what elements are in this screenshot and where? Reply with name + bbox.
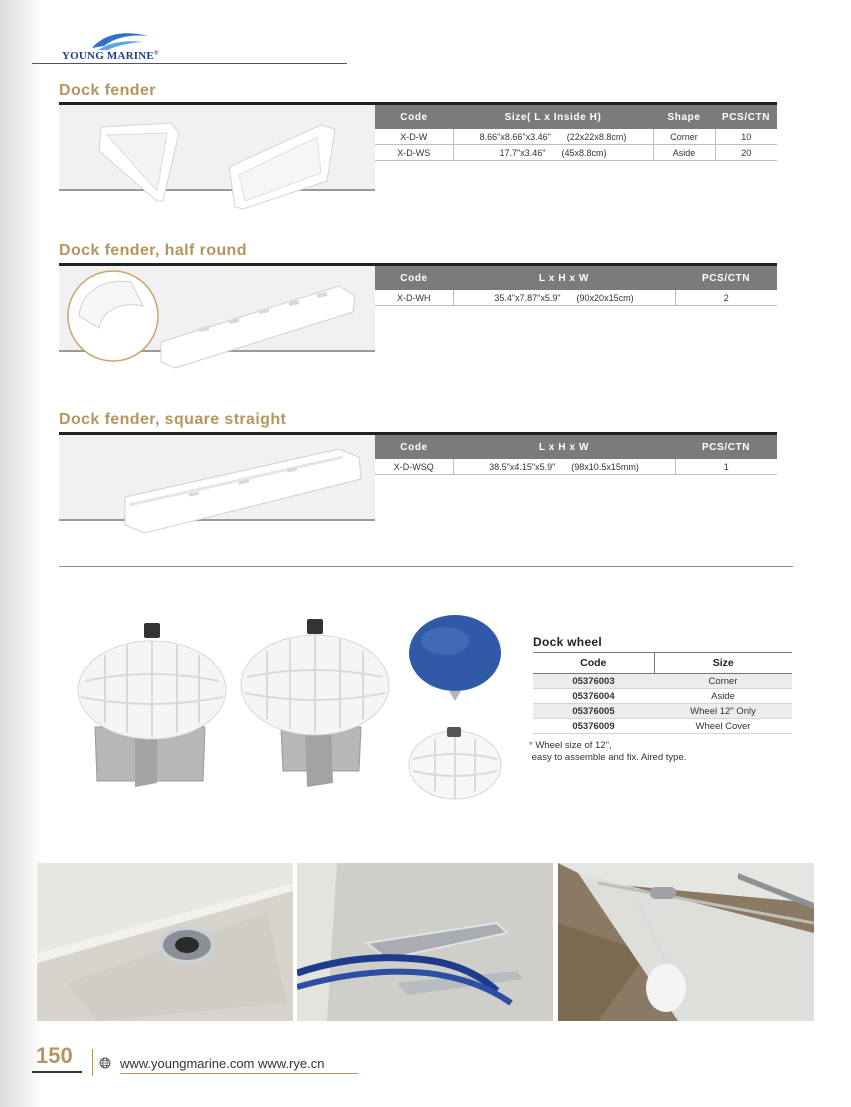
cell-size (453, 459, 675, 475)
note-line-1: Wheel size of 12", (535, 740, 612, 751)
size-metric: (98x10.5x15mm) (571, 461, 639, 472)
dock-wheel-note (529, 740, 686, 764)
dock-fender-marina-photo (558, 863, 814, 1021)
dock-fender-spec-table (375, 105, 777, 161)
section-title-square-straight: Dock fender, square straight (59, 411, 287, 428)
square-straight-spec-table (375, 435, 777, 475)
cell-pcs: 10 (715, 129, 777, 145)
table-row (533, 689, 792, 704)
cell-size: Wheel Cover (654, 719, 792, 734)
table-row (375, 290, 777, 306)
wave-logo-icon (90, 28, 150, 52)
table-row (533, 704, 792, 719)
col-header-pcs: PCS/CTN (715, 105, 777, 129)
cell-code: 05376003 (533, 674, 654, 689)
cell-code: X-D-WSQ (375, 459, 453, 475)
size-metric: (22x22x8.8cm) (566, 131, 627, 142)
col-header-size: Size (654, 653, 792, 674)
cell-size: Aside (654, 689, 792, 704)
note-asterisk: * (529, 740, 533, 751)
cell-size: Wheel 12" Only (654, 704, 792, 719)
section-title-dock-fender: Dock fender (59, 82, 156, 99)
dock-wheel-table (533, 652, 792, 734)
size-metric: (90x20x15cm) (576, 292, 634, 303)
cell-shape: Aside (653, 145, 715, 161)
dock-wheel-photos (75, 615, 525, 805)
dock-wheel-only-image (409, 727, 501, 799)
table-header-row (375, 266, 777, 290)
cell-code: X-D-WS (375, 145, 453, 161)
note-line-2: easy to assemble and fix. Aired type. (531, 752, 687, 763)
footer-rule (120, 1073, 358, 1074)
dock-wheel-corner-image (78, 623, 226, 787)
cell-code: X-D-WH (375, 290, 453, 306)
col-header-code: Code (375, 435, 453, 459)
square-straight-fender-photo (59, 435, 375, 521)
table-header-row (375, 105, 777, 129)
col-header-pcs: PCS/CTN (675, 435, 777, 459)
section-title-half-round: Dock fender, half round (59, 242, 247, 259)
cell-code: 05376005 (533, 704, 654, 719)
globe-icon (99, 1057, 111, 1069)
table-row (375, 459, 777, 475)
col-header-code: Code (375, 266, 453, 290)
half-round-fender-photo (59, 266, 375, 352)
brand-logo (62, 28, 172, 64)
col-header-code: Code (375, 105, 453, 129)
brand-name: YOUNG MARINE® (62, 50, 159, 62)
footer-divider (92, 1049, 93, 1076)
cell-code: 05376009 (533, 719, 654, 734)
cell-shape: Corner (653, 129, 715, 145)
dock-fender-photo (59, 105, 375, 191)
page-edge-shade (0, 0, 42, 1107)
table-row (375, 129, 777, 145)
table-header-row (375, 435, 777, 459)
cell-pcs: 1 (675, 459, 777, 475)
dock-wheel-cover-image (409, 615, 501, 701)
size-inches: 17.7"x3.46" (499, 147, 546, 158)
col-header-pcs: PCS/CTN (675, 266, 777, 290)
cleat-rope-photo (297, 863, 553, 1021)
cell-pcs: 2 (675, 290, 777, 306)
table-header-row (533, 653, 792, 674)
page-number: 150 (36, 1043, 73, 1068)
dock-wheel-title: Dock wheel (533, 635, 603, 649)
dock-wheel-aside-image (241, 619, 389, 787)
cell-pcs: 20 (715, 145, 777, 161)
size-inches: 38.5"x4.15"x5.9" (489, 461, 556, 472)
section-divider (59, 566, 793, 567)
col-header-size: L x H x W (453, 266, 675, 290)
cell-size (453, 145, 653, 161)
cell-size (453, 129, 653, 145)
cell-code: X-D-W (375, 129, 453, 145)
cell-size (453, 290, 675, 306)
col-header-code: Code (533, 653, 654, 674)
size-inches: 8.66"x8.66"x3.46" (479, 131, 551, 142)
deck-socket-photo (37, 863, 293, 1021)
size-metric: (45x8.8cm) (561, 147, 607, 158)
half-round-spec-table (375, 266, 777, 306)
page-number-underline (32, 1071, 82, 1073)
footer-websites[interactable]: www.youngmarine.com www.rye.cn (120, 1056, 325, 1071)
table-row (533, 719, 792, 734)
col-header-size: L x H x W (453, 435, 675, 459)
cell-code: 05376004 (533, 689, 654, 704)
cell-size: Corner (654, 674, 792, 689)
table-row (375, 145, 777, 161)
size-inches: 35.4"x7.87"x5.9" (494, 292, 561, 303)
table-row (533, 674, 792, 689)
col-header-size: Size( L x Inside H) (453, 105, 653, 129)
header-rule (32, 63, 347, 64)
col-header-shape: Shape (653, 105, 715, 129)
